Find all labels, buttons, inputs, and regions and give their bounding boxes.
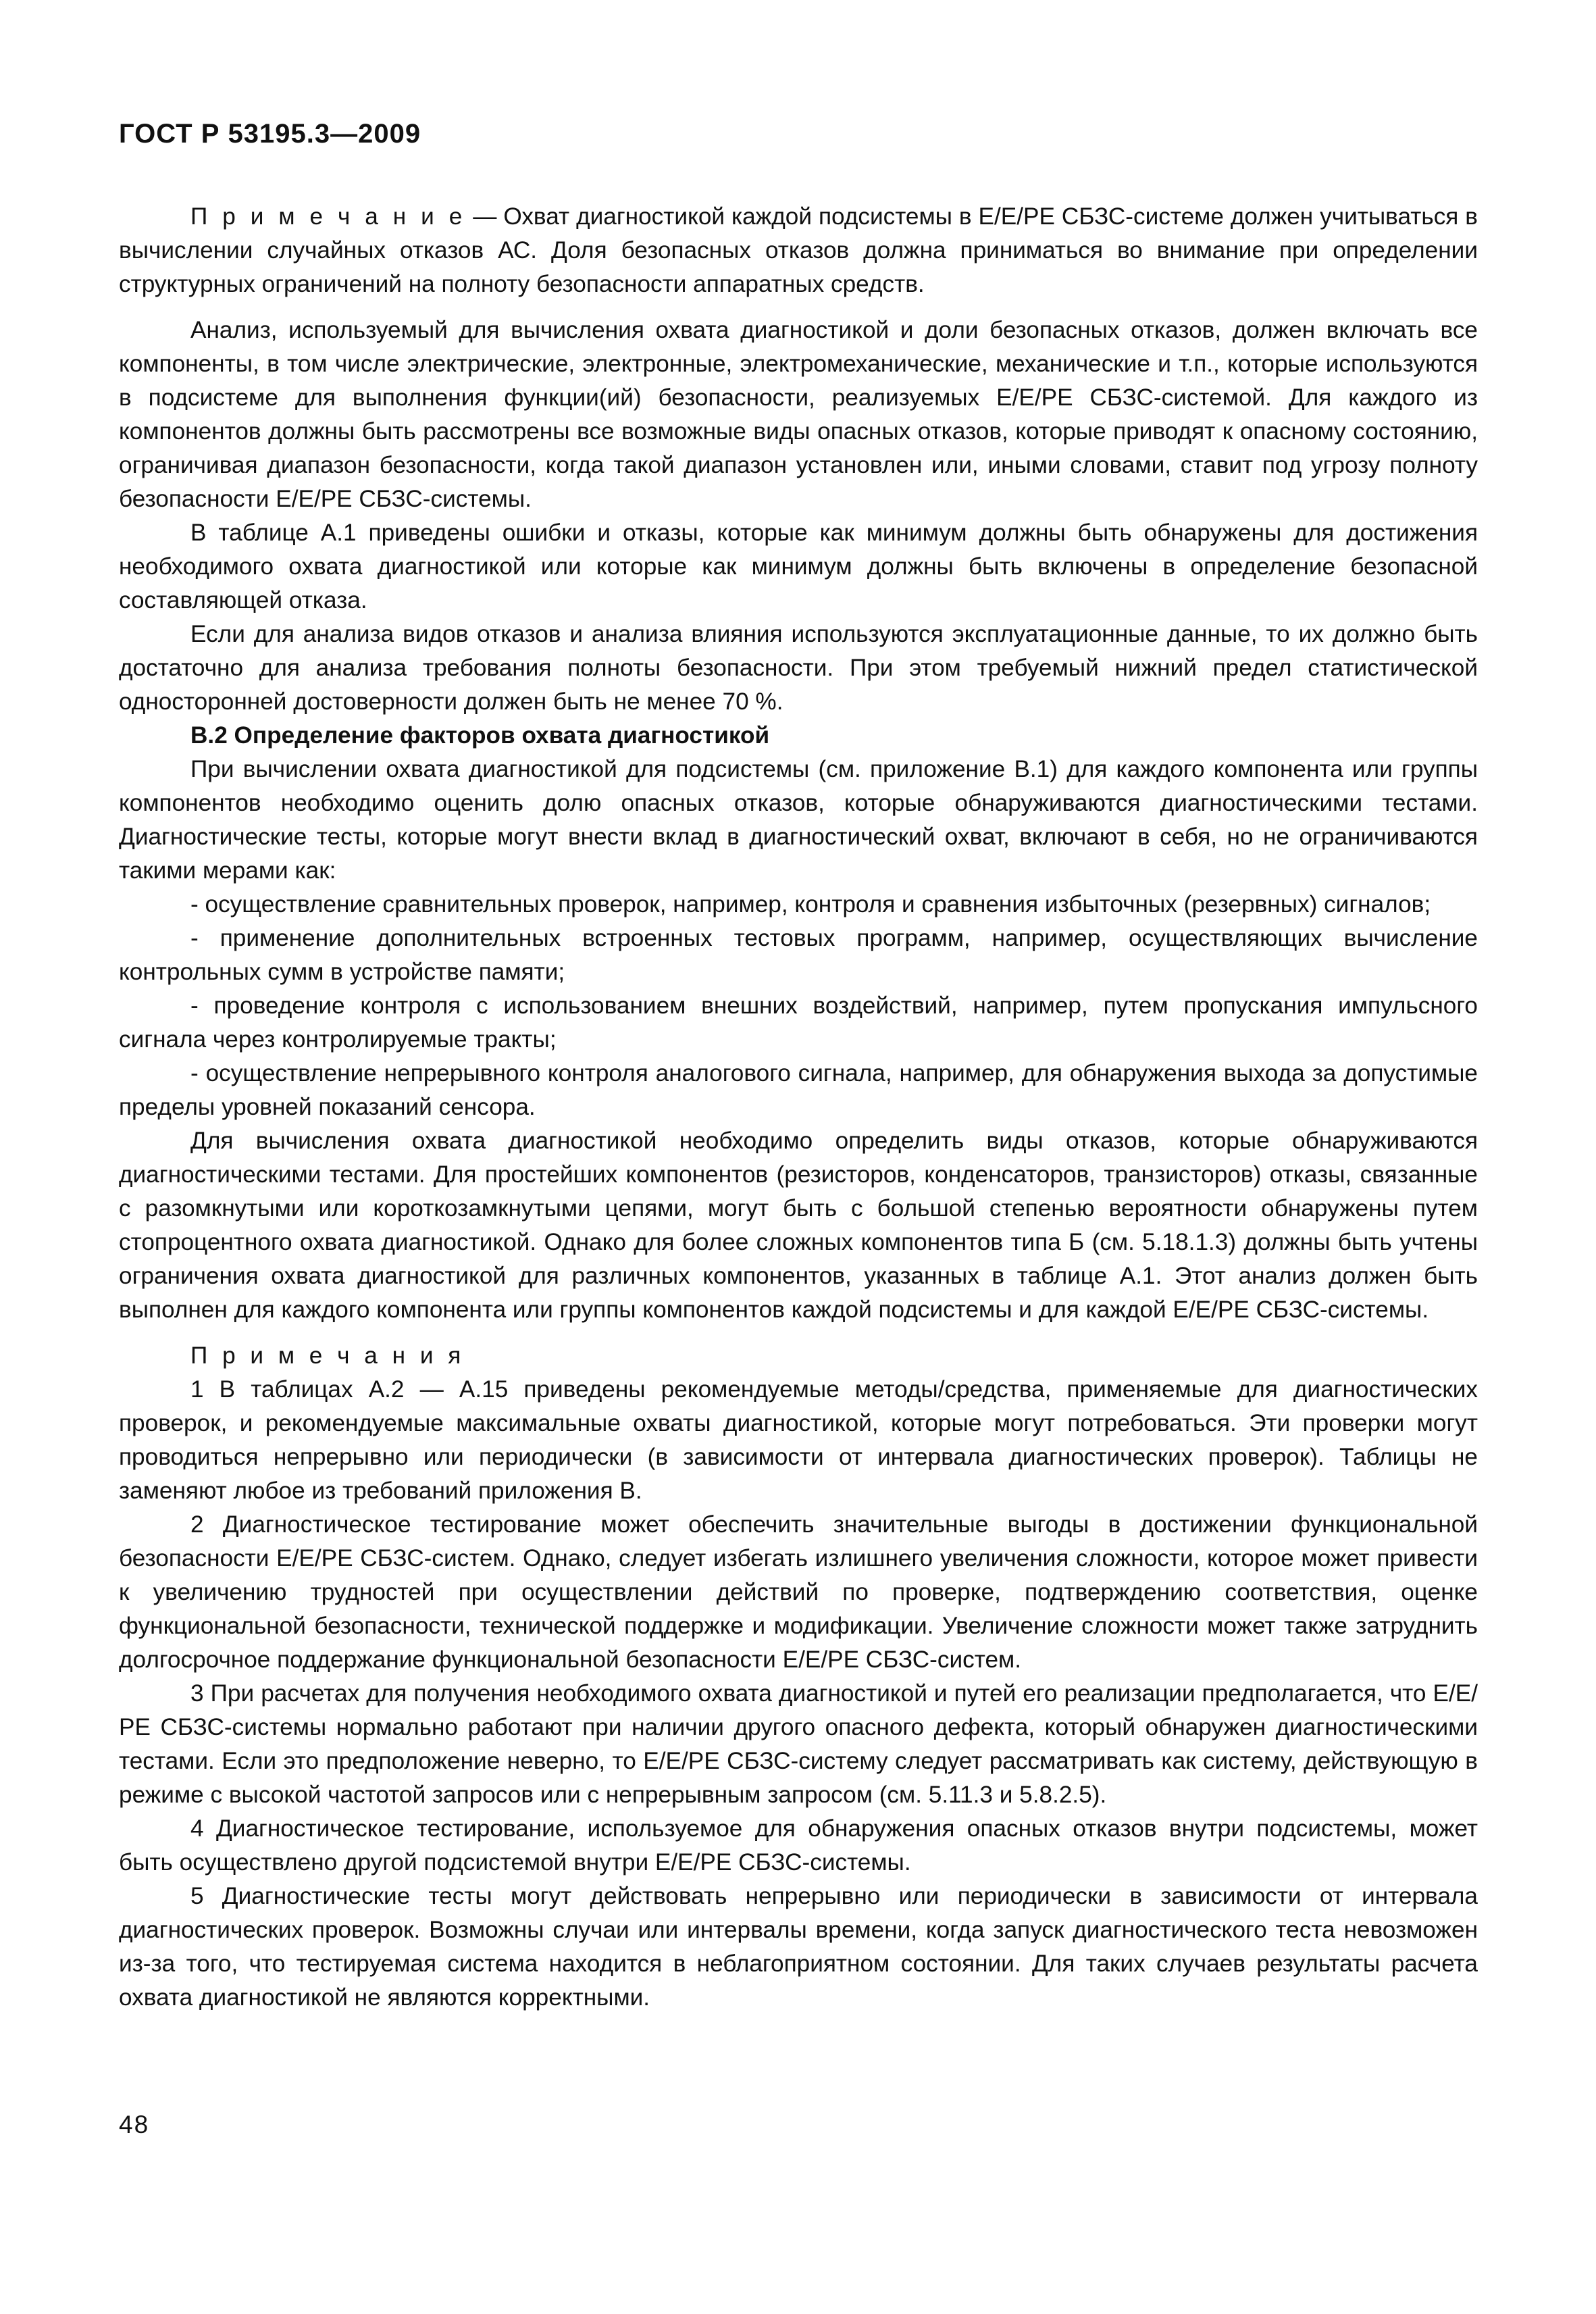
note-item: 1 В таблицах А.2 — А.15 приведены рекомендуемые методы/средства, применяемые для диагностических проверок, и рекомендуемые максимальные охваты диагностикой, которые могут потребоваться. Эти проверки могут проводиться непрерывно или периодически (в зависимости от интервала диагностических проверок). Таблицы не заменяют любое из требований приложения В. xyxy=(119,1376,1478,1504)
section-heading: В.2 Определение факторов охвата диагностикой xyxy=(190,722,770,749)
list-item: - осуществление непрерывного контроля аналогового сигнала, например, для обнаружения выхода за допустимые пределы уровней показаний сенсора. xyxy=(119,1060,1478,1120)
document-header: ГОСТ Р 53195.3—2009 xyxy=(119,119,421,149)
paragraph: В таблице А.1 приведены ошибки и отказы, которые как минимум должны быть обнаружены для достижения необходимого охвата диагностикой или которые как минимум должны быть включены в определение безопасной составляющей отказа. xyxy=(119,520,1478,613)
document-body xyxy=(119,200,1478,2015)
note-item: 3 При расчетах для получения необходимого охвата диагностикой и путей его реализации предполагается, что Е/Е/РЕ СБЗС-системы нормально работают при наличии другого опасного дефекта, который обнаружен диагностическими тестами. Если это предположение неверно, то Е/Е/РЕ СБЗС-систему следует рассматривать как систему, действующую в режиме с высокой частотой запросов или с непрерывным запросом (см. 5.11.3 и 5.8.2.5). xyxy=(119,1680,1478,1808)
paragraph: При вычислении охвата диагностикой для подсистемы (см. приложение В.1) для каждого компонента или группы компонентов необходимо оценить долю опасных отказов, которые обнаруживаются диагностическими тестами. Диагностические тесты, которые могут внести вклад в диагностический охват, включают в себя, но не ограничиваются такими мерами как: xyxy=(119,756,1478,884)
list-item: - применение дополнительных встроенных тестовых программ, например, осуществляющих вычисление контрольных сумм в устройстве памяти; xyxy=(119,925,1478,985)
paragraph: Анализ, используемый для вычисления охвата диагностикой и доли безопасных отказов, должен включать все компоненты, в том числе электрические, электронные, электромеханические, механические и т.п., которые используются в подсистеме для выполнения функции(ий) безопасности, реализуемых Е/Е/РЕ СБЗС-системой. Для каждого из компонентов должны быть рассмотрены все возможные виды опасных отказов, которые приводят к опасному состоянию, ограничивая диапазон безопасности, когда такой диапазон установлен или, иными словами, ставит под угрозу полноту безопасности Е/Е/РЕ СБЗС-системы. xyxy=(119,317,1478,512)
note-item: 2 Диагностическое тестирование может обеспечить значительные выгоды в достижении функциональной безопасности Е/Е/РЕ СБЗС-систем. Однако, следует избегать излишнего увеличения сложности, которое может привести к увеличению трудностей при осуществлении действий по проверке, подтверждению соответствия, оценке функциональной безопасности, технической поддержке и модификации. Увеличение сложности может также затруднить долгосрочное поддержание функциональной безопасности Е/Е/РЕ СБЗС-систем. xyxy=(119,1511,1478,1673)
note-item: 5 Диагностические тесты могут действовать непрерывно или периодически в зависимости от интервала диагностических проверок. Возможны случаи или интервалы времени, когда запуск диагностического теста невозможен из-за того, что тестируемая система находится в неблагоприятном состоянии. Для таких случаев результаты расчета охвата диагностикой не являются корректными. xyxy=(119,1883,1478,2011)
paragraph: Если для анализа видов отказов и анализа влияния используются эксплуатационные данные, то их должно быть достаточно для анализа требования полноты безопасности. При этом требуемый нижний предел статистической односторонней достоверности должен быть не менее 70 %. xyxy=(119,621,1478,715)
paragraph: Для вычисления охвата диагностикой необходимо определить виды отказов, которые обнаруживаются диагностическими тестами. Для простейших компонентов (резисторов, конденсаторов, транзисторов) отказы, связанные с разомкнутыми или короткозамкнутыми цепями, могут быть с большой степенью вероятности обнаружены путем стопроцентного охвата диагностикой. Однако для более сложных компонентов типа Б (см. 5.18.1.3) должны быть учтены ограничения охвата диагностикой для различных компонентов, указанных в таблице А.1. Этот анализ должен быть выполнен для каждого компонента или группы компонентов каждой подсистемы и для каждой Е/Е/РЕ СБЗС-системы. xyxy=(119,1128,1478,1323)
list-item: - осуществление сравнительных проверок, например, контроля и сравнения избыточных (резервных) сигналов; xyxy=(190,891,1431,917)
note-item: 4 Диагностическое тестирование, используемое для обнаружения опасных отказов внутри подсистемы, может быть осуществлено другой подсистемой внутри Е/Е/РЕ СБЗС-системы. xyxy=(119,1815,1478,1876)
page-number: 48 xyxy=(119,2111,150,2138)
note-paragraph xyxy=(119,200,1478,301)
note-label: П р и м е ч а н и е xyxy=(190,203,467,230)
list-item: - проведение контроля с использованием внешних воздействий, например, путем пропускания импульсного сигнала через контролируемые тракты; xyxy=(119,992,1478,1053)
note-text: — Охват диагностикой каждой подсистемы в Е/Е/РЕ СБЗС-системе должен учитываться в вычислении случайных отказов АС. Доля безопасных отказов должна приниматься во внимание при определении структурных ограничений на полноту безопасности аппаратных средств. xyxy=(119,203,1478,297)
notes-title: П р и м е ч а н и я xyxy=(190,1342,465,1369)
